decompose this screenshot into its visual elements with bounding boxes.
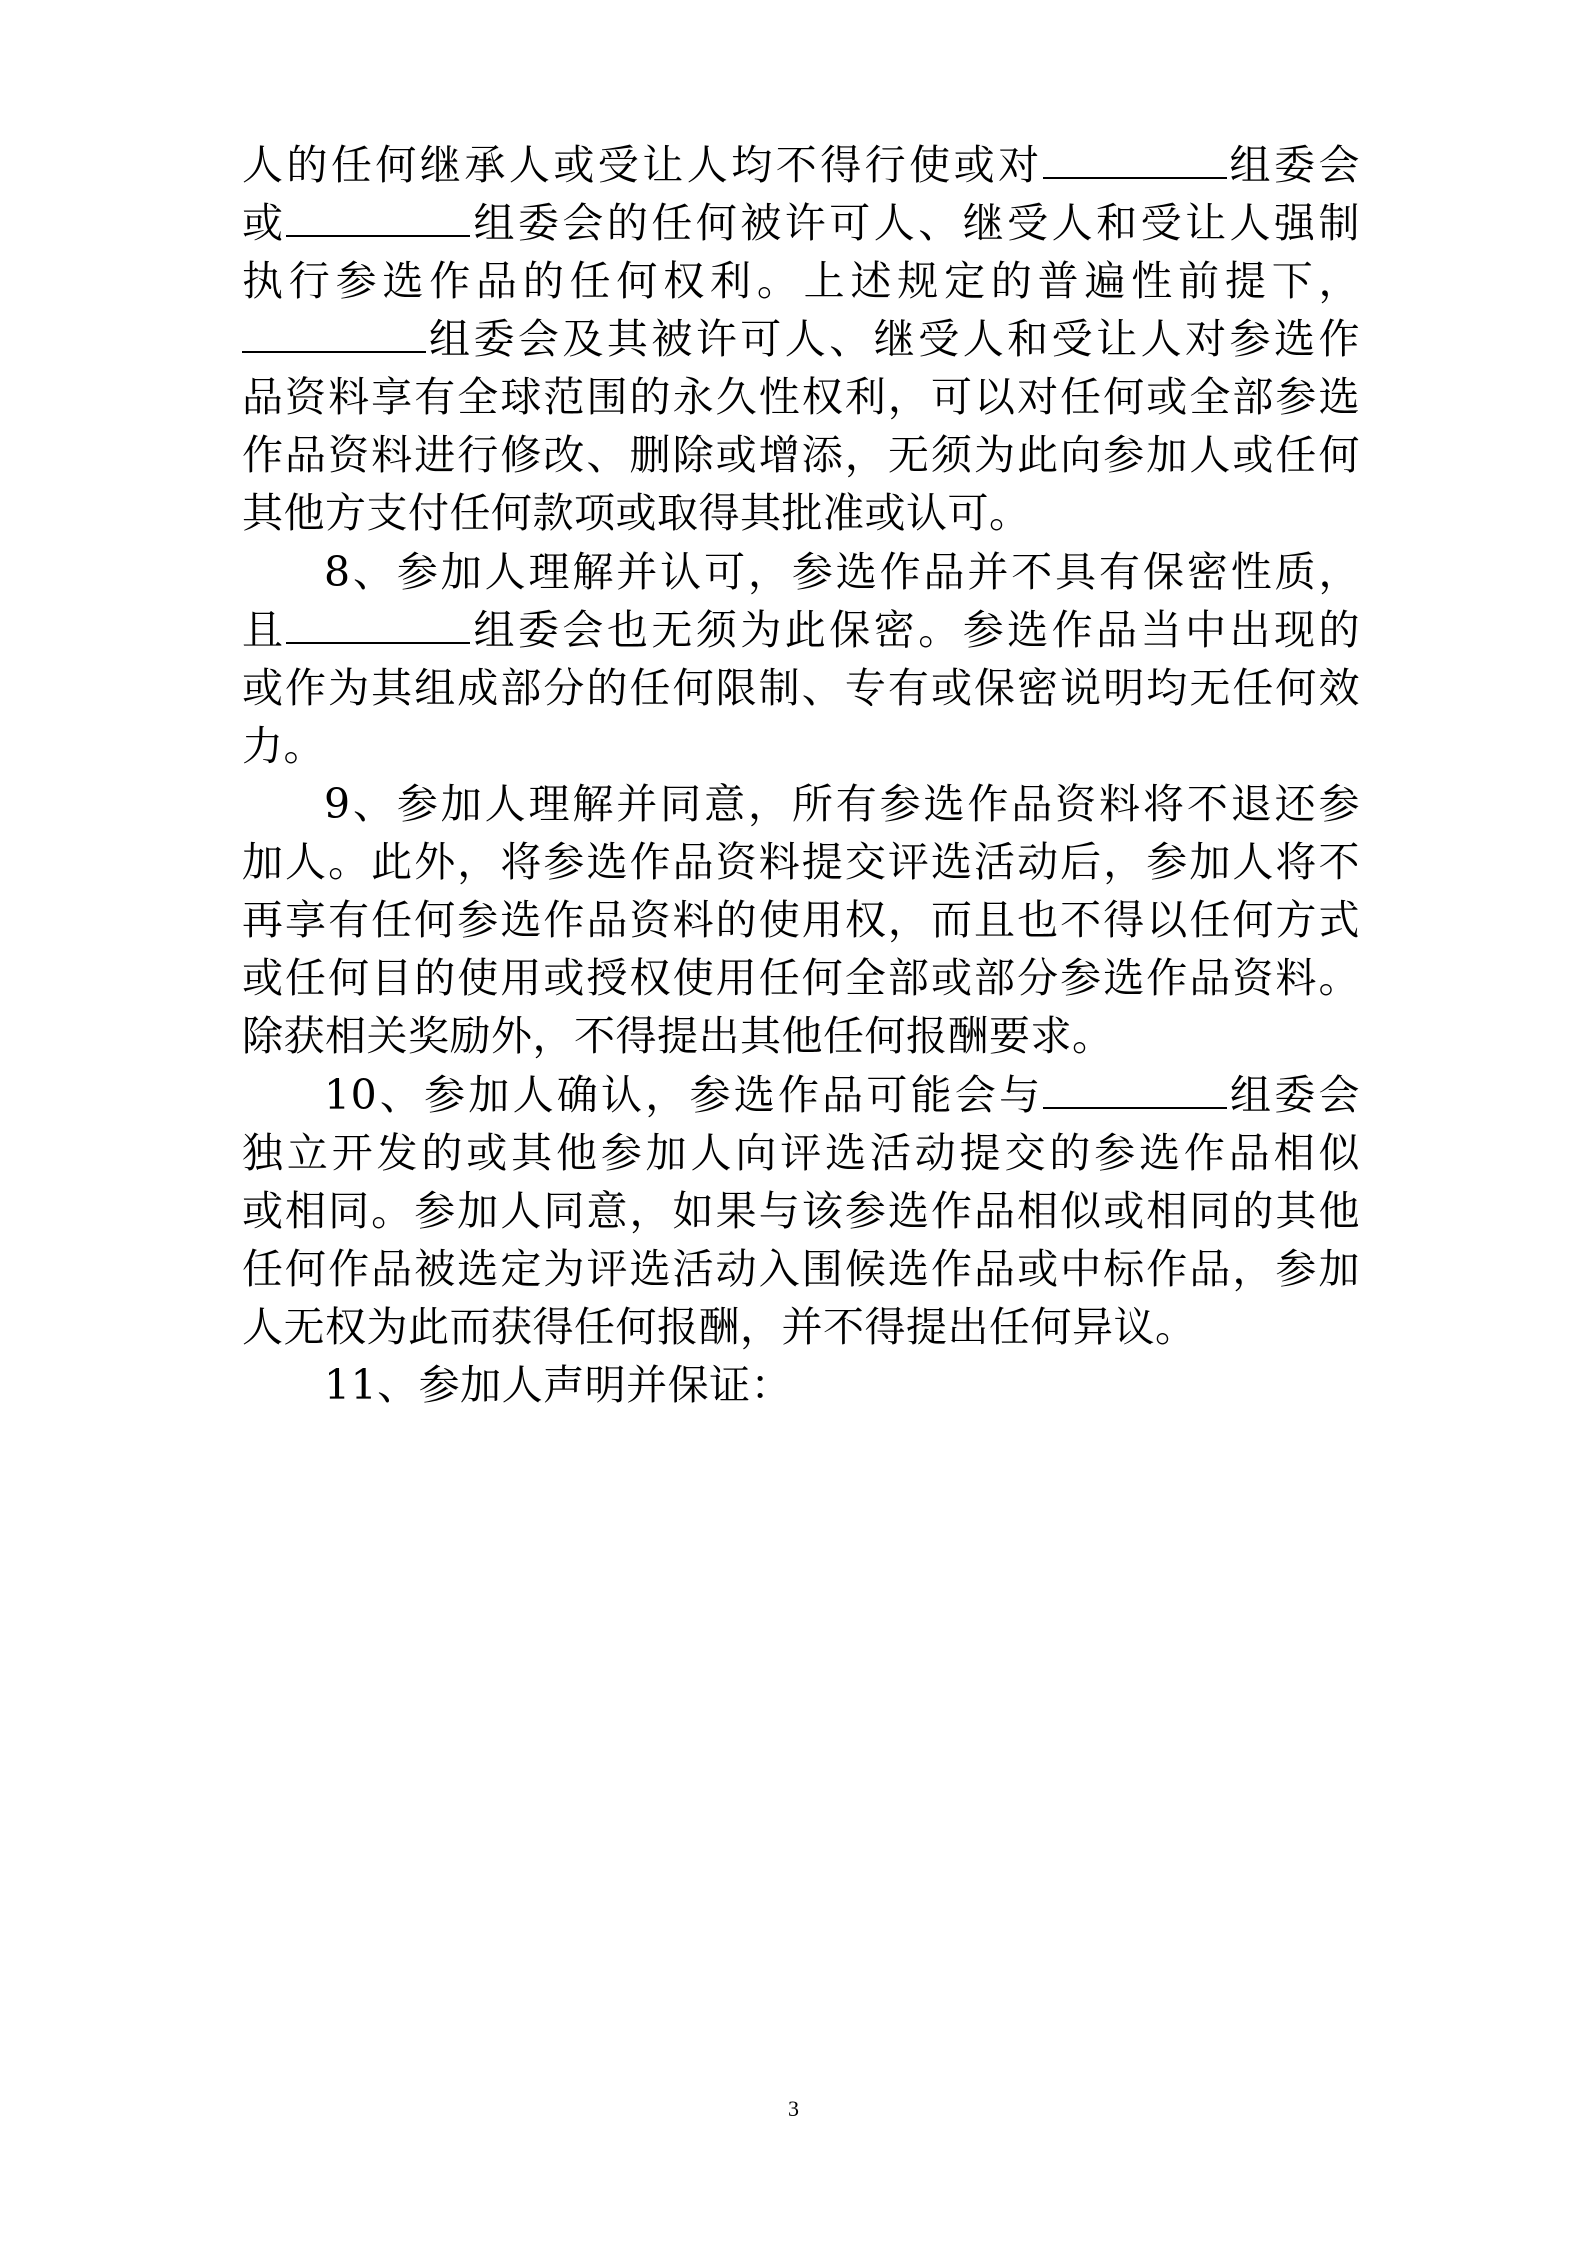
text-line: 10、参加人确认，参选作品可能会与 组委会	[324, 1071, 1361, 1119]
text-line: 9、参加人理解并同意，所有参选作品资料将不退还参	[324, 780, 1360, 828]
text-line: 或任何目的使用或授权使用任何全部或部分参选作品资料。	[242, 954, 1360, 1002]
text-line: 加人。此外，将参选作品资料提交评选活动后，参加人将不	[242, 838, 1360, 886]
text-line: 或作为其组成部分的任何限制、专有或保密说明均无任何效	[242, 664, 1360, 712]
blank-underline	[242, 321, 426, 353]
page-number: 3	[788, 2096, 799, 2121]
text-line: 或 组委会的任何被许可人、继受人和受让人强制	[242, 199, 1361, 247]
text-line: 8、参加人理解并认可，参选作品并不具有保密性质，	[324, 548, 1360, 596]
text-line: 或相同。参加人同意，如果与该参选作品相似或相同的其他	[242, 1187, 1360, 1235]
text-line: 且 组委会也无须为此保密。参选作品当中出现的	[242, 606, 1361, 654]
text-line: 人无权为此而获得任何报酬，并不得提出任何异议。	[242, 1303, 1197, 1351]
text-line: 再享有任何参选作品资料的使用权，而且也不得以任何方式	[242, 896, 1360, 944]
text-line: 作品资料进行修改、删除或增添，无须为此向参加人或任何	[242, 431, 1360, 479]
blank-underline	[286, 205, 470, 237]
text-line: 力。	[242, 722, 325, 770]
text-line: 任何作品被选定为评选活动入围候选作品或中标作品，参加	[242, 1245, 1360, 1293]
text-line: 其他方支付任何款项或取得其批准或认可。	[242, 489, 1031, 537]
text-line: 品资料享有全球范围的永久性权利，可以对任何或全部参选	[242, 373, 1360, 421]
text-line: 独立开发的或其他参加人向评选活动提交的参选作品相似	[242, 1129, 1360, 1177]
blank-underline	[286, 612, 470, 644]
text-line: 人的任何继承人或受让人均不得行使或对 组委会	[242, 141, 1361, 189]
blank-underline	[1043, 147, 1227, 179]
text-line: 除获相关奖励外，不得提出其他任何报酬要求。	[242, 1012, 1114, 1060]
blank-underline	[1043, 1077, 1227, 1109]
text-line: 11、参加人声明并保证：	[324, 1361, 793, 1409]
text-line: 组委会及其被许可人、继受人和受让人对参选作	[242, 308, 1360, 370]
text-line: 执行参选作品的任何权利。上述规定的普遍性前提下，	[242, 257, 1360, 305]
